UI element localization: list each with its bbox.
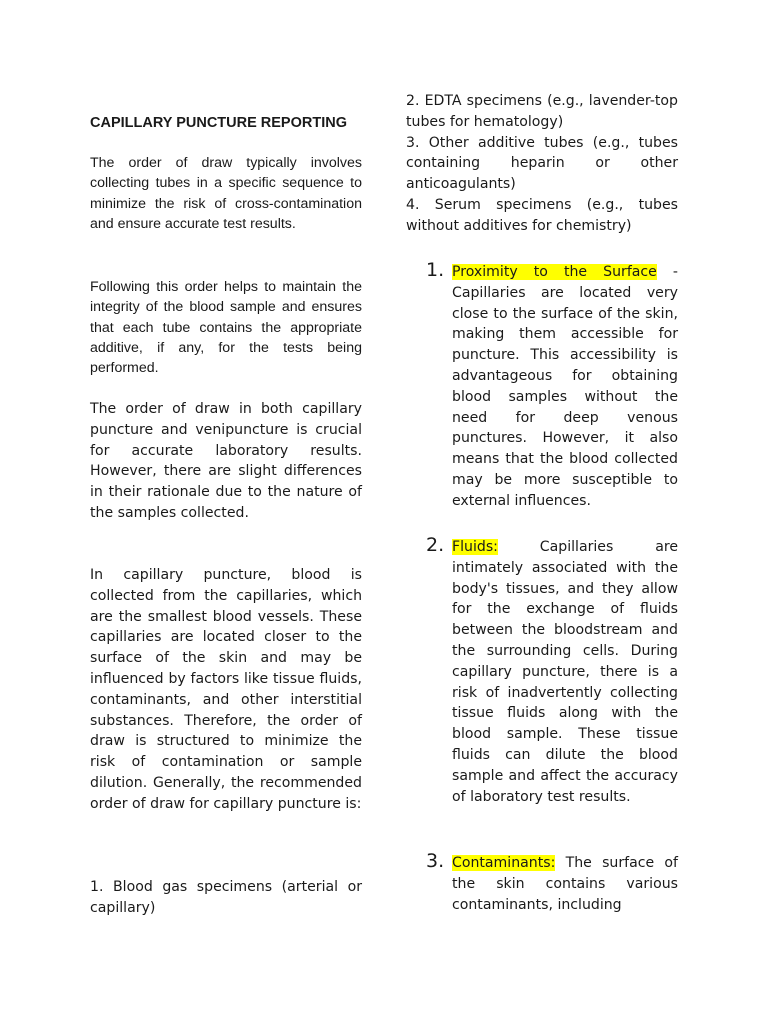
paragraph-capillary-puncture: In capillary puncture, blood is collected from the capillaries, which are the smallest blood vessels. These capillaries are located closer to the surface of the skin and may be influenced by factors like tissue fluids, contaminants, and other interstitial substances. Therefore, the order of draw is structured to minimize the risk of contamination or sample dilution. Generally, the recommended order of draw for capillary puncture is: — [90, 567, 362, 812]
paragraph-order-benefits: Following this order helps to maintain the integrity of the blood sample and ensures that each tube contains the appropriate additive, if any, for the tests being performed. — [90, 279, 362, 377]
paragraph-capillary-vs-venipuncture: The order of draw in both capillary puncture and venipuncture is crucial for accurate laboratory results. However, there are slight differences in their rationale due to the nature of the samples collected. — [90, 401, 362, 521]
highlighted-heading: Contaminants: — [452, 855, 556, 871]
order-item-additive-tubes: 3. Other additive tubes (e.g., tubes containing heparin or other anticoagulants) — [406, 134, 678, 193]
order-item-blood-gas: 1. Blood gas specimens (arterial or capillary) — [90, 879, 362, 916]
reason-text — [452, 537, 678, 807]
list-number: 2. — [426, 534, 445, 556]
order-item-serum: 4. Serum specimens (e.g., tubes without additives for chemistry) — [406, 196, 678, 234]
reason-body: Capillaries are intimately associated with the body's tissues, and they allow for the exchange of fluids between the bloodstream and the surrounding cells. During capillary puncture, there is a risk of inadvertently collecting tissue fluids along with the blood sample. These tissue fluids can dilute the blood sample and affect the accuracy of laboratory test results. — [452, 539, 678, 805]
list-number: 1. — [426, 259, 445, 281]
paragraph-order-of-draw-intro: The order of draw typically involves collecting tubes in a specific sequence to minimize the risk of cross-contamination and ensure accurate test results. — [90, 155, 362, 232]
reason-body: - Capillaries are located very close to the surface of the skin, making them accessible for puncture. This accessibility is advantageous for obtaining blood samples without the need for deep venous punctures. However, it also means that the blood collected may be more susceptible to external influences. — [452, 264, 678, 509]
order-of-draw-list — [406, 91, 678, 237]
reason-body: The surface of the skin contains various contaminants, including — [452, 855, 678, 913]
highlighted-heading: Fluids: — [452, 539, 498, 555]
document-title: CAPILLARY PUNCTURE REPORTING — [90, 115, 347, 131]
reason-text — [452, 262, 678, 512]
reason-text — [452, 853, 678, 915]
highlighted-heading: Proximity to the Surface — [452, 264, 657, 280]
order-item-edta: 2. EDTA specimens (e.g., lavender-top tubes for hematology) — [406, 93, 678, 130]
list-number: 3. — [426, 850, 445, 872]
